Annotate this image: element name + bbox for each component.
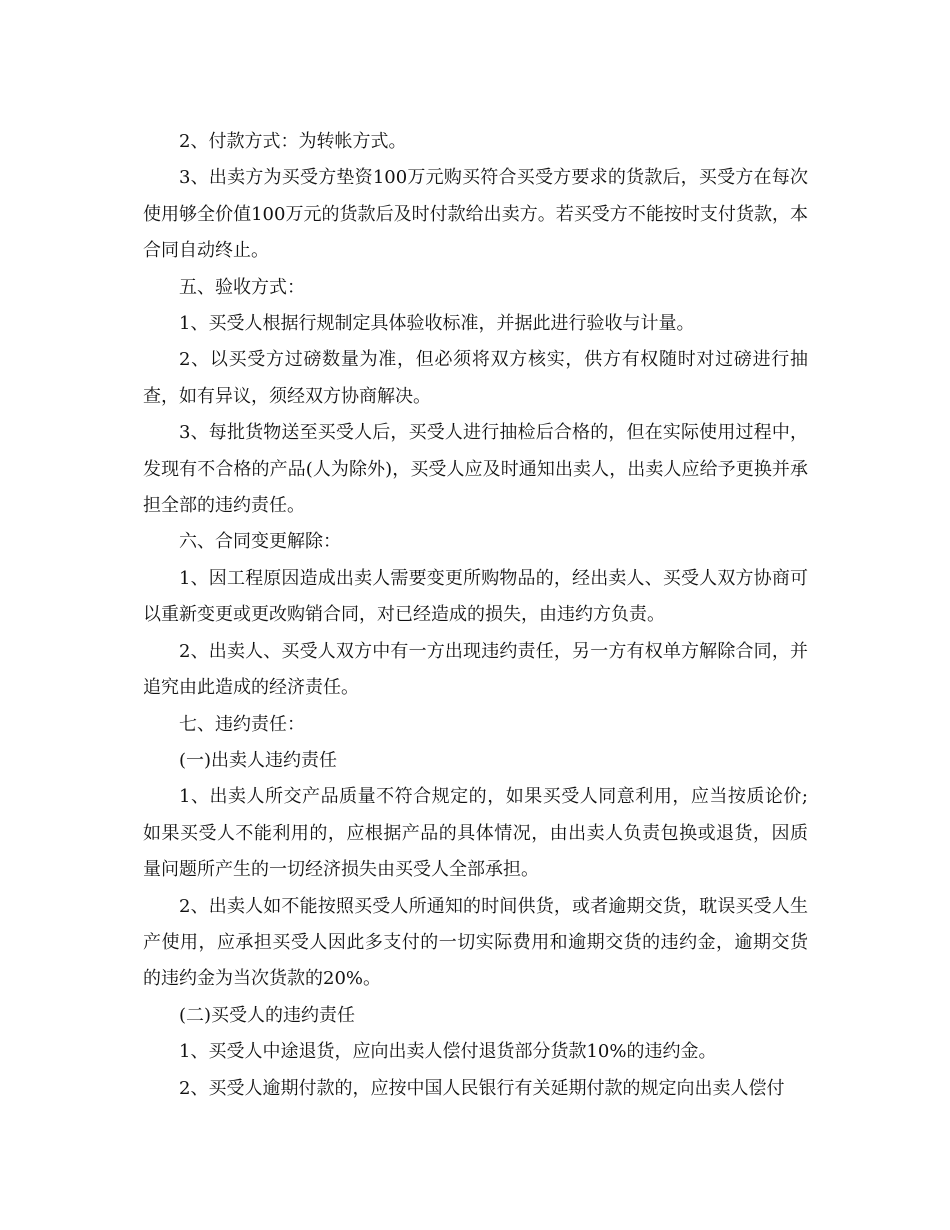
- heading-liability: 七、违约责任：: [179, 713, 305, 735]
- paragraph-change-1: 1、因工程原因造成出卖人需要变更所购物品的，经出卖人、买受人双方协商可以重新变更或更改购销合同，对已经造成的损失，由违约方负责。: [143, 567, 808, 626]
- subheading-seller-liability: (一)出卖人违约责任: [179, 749, 338, 771]
- paragraph-buyer-late-payment: 2、买受人逾期付款的，应按中国人民银行有关延期付款的规定向出卖人偿付: [179, 1077, 785, 1099]
- paragraph-buyer-return: 1、买受人中途退货，应向出卖人偿付退货部分货款10%的违约金。: [179, 1041, 717, 1063]
- heading-acceptance: 五、验收方式：: [179, 276, 305, 298]
- paragraph-inspection: 3、每批货物送至买受人后，买受人进行抽检后合格的，但在实际使用过程中，发现有不合格的产品(人为除外)，买受人应及时通知出卖人，出卖人应给予更换并承担全部的违约责任。: [143, 422, 808, 517]
- paragraph-payment-method: 2、付款方式：为转帐方式。: [179, 131, 407, 152]
- paragraph-weighing: 2、以买受方过磅数量为准，但必须将双方核实，供方有权随时对过磅进行抽查，如有异议，须经双方协商解决。: [143, 349, 808, 407]
- paragraph-acceptance-standard: 1、买受人根据行规制定具体验收标准，并据此进行验收与计量。: [179, 313, 695, 335]
- paragraph-advance-funding: 3、出卖方为买受方垫资100万元购买符合买受方要求的货款后，买受方在每次使用够全价值100万元的货款后及时付款给出卖方。若买受方不能按时支付货款，本合同自动终止。: [143, 167, 808, 262]
- paragraph-seller-delay: 2、出卖人如不能按照买受人所通知的时间供货，或者逾期交货，耽误买受人生产使用，应承担买受人因此多支付的一切实际费用和逾期交货的违约金，逾期交货的违约金为当次货款的20%。: [143, 895, 808, 990]
- paragraph-seller-quality: 1、出卖人所交产品质量不符合规定的，如果买受人同意利用，应当按质论价;如果买受人不能利用的，应根据产品的具体情况，由出卖人负责包换或退货，因质量问题所产生的一切经济损失由买受人全部承担。: [143, 786, 808, 881]
- heading-contract-change: 六、合同变更解除：: [179, 531, 341, 553]
- subheading-buyer-liability: (二)买受人的违约责任: [179, 1004, 356, 1026]
- document-body: [143, 124, 808, 1107]
- paragraph-change-2: 2、出卖人、买受人双方中有一方出现违约责任，另一方有权单方解除合同，并追究由此造成的经济责任。: [143, 640, 808, 699]
